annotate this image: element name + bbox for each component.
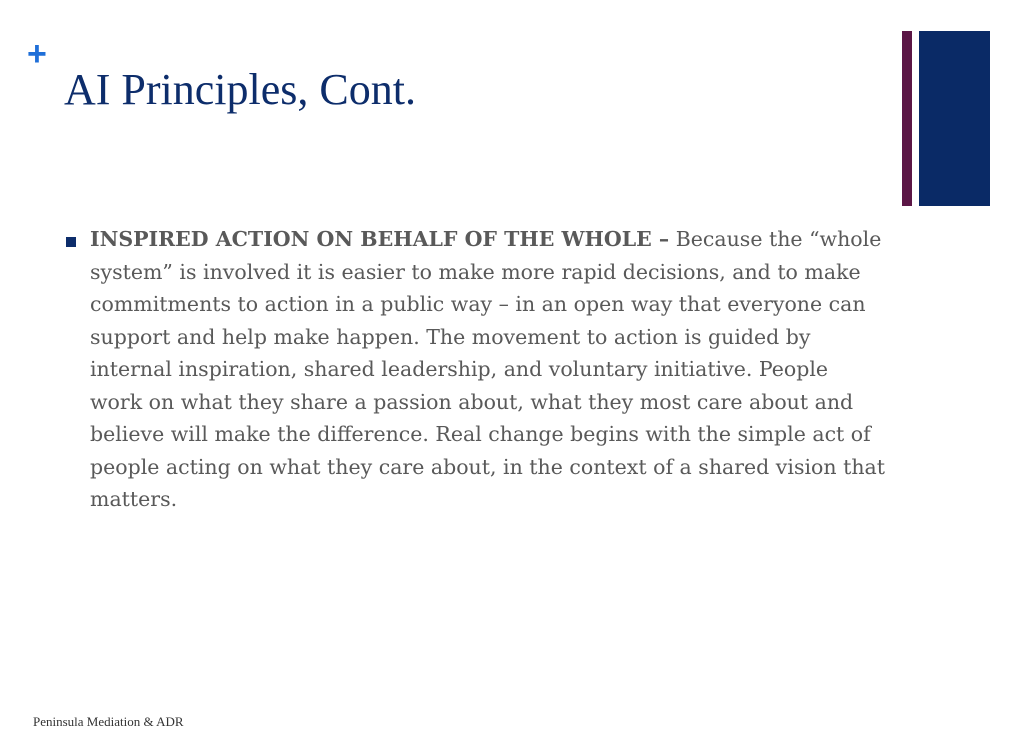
bullet-paragraph: [90, 223, 886, 516]
footer-text: Peninsula Mediation & ADR: [33, 714, 184, 729]
bullet-item: [66, 223, 886, 516]
accent-bar-wide: [919, 31, 990, 206]
bullet-body-text: Because the “whole system” is involved it is easier to make more rapid decisions, and to make commitments to action in a public way – in an open way that everyone can support and help make happen. The movement to action is guided by internal inspiration, shared leadership, and voluntary initiative. People work on what they share a passion about, what they most care about and believe will make the difference. Real change begins with the simple act of people acting on what they care about, in the context of a shared vision that matters.: [90, 227, 885, 511]
square-bullet-icon: [66, 237, 76, 247]
plus-mark: +: [27, 35, 47, 73]
slide-title: AI Principles, Cont.: [64, 65, 416, 114]
bullet-lead-text: INSPIRED ACTION ON BEHALF OF THE WHOLE –: [90, 227, 670, 251]
accent-bar-thin: [902, 31, 912, 206]
